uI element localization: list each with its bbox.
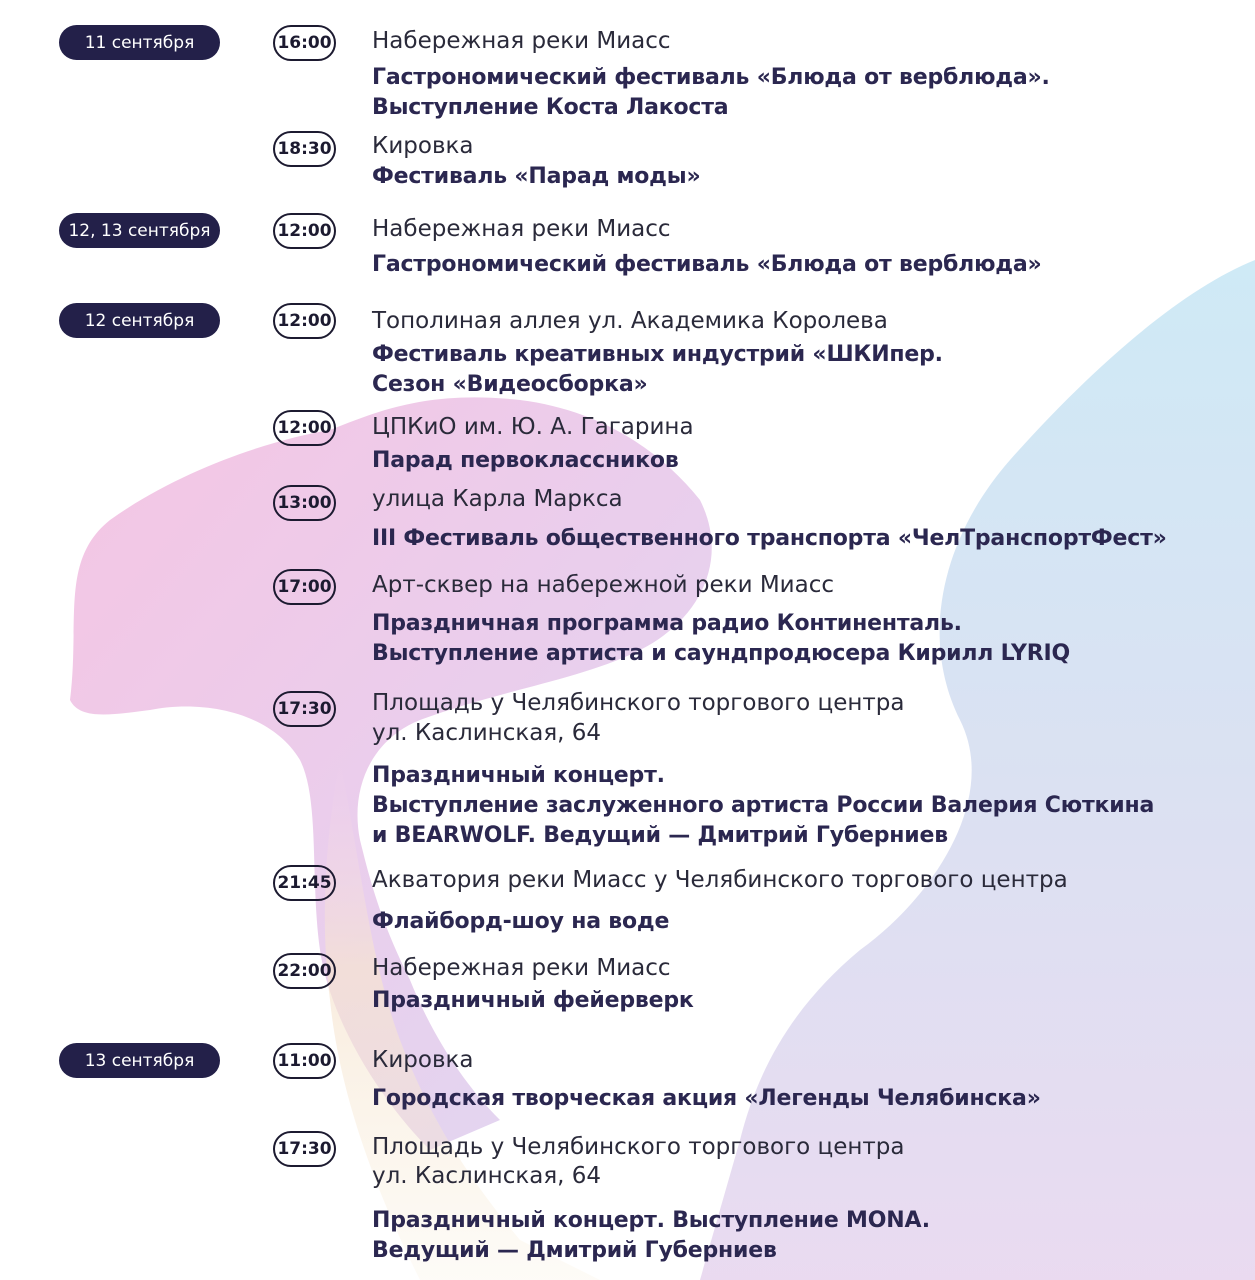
event-title: и BEARWOLF. Ведущий — Дмитрий Губерниев — [372, 823, 948, 848]
event-time: 17:00 — [273, 569, 336, 605]
event-place: ул. Каслинская, 64 — [372, 1163, 602, 1189]
event-title: Праздничный фейерверк — [372, 988, 694, 1013]
event-place: Кировка — [372, 133, 474, 159]
event-title: Фестиваль «Парад моды» — [372, 164, 701, 189]
event-title: Сезон «Видеосборка» — [372, 372, 648, 397]
event-time: 17:30 — [273, 1131, 336, 1167]
event-time: 11:00 — [273, 1043, 336, 1079]
event-title: Выступление заслуженного артиста России Валерия Сюткина — [372, 793, 1155, 818]
event-time: 12:00 — [273, 410, 336, 446]
event-title: Выступление Коста Лакоста — [372, 95, 729, 120]
event-place: Арт-сквер на набережной реки Миасс — [372, 572, 835, 598]
event-place: Набережная реки Миасс — [372, 216, 671, 242]
event-title: Фестиваль креативных индустрий «ШКИпер. — [372, 342, 943, 367]
event-time: 12:00 — [273, 303, 336, 339]
event-place: улица Карла Маркса — [372, 486, 623, 512]
event-title: Ведущий — Дмитрий Губерниев — [372, 1238, 777, 1263]
event-place: Площадь у Челябинского торгового центра — [372, 1134, 905, 1160]
event-place: ул. Каслинская, 64 — [372, 720, 602, 746]
event-title: Праздничный концерт. — [372, 763, 665, 788]
date-badge-12-sep: 12 сентября — [59, 303, 220, 338]
event-title: Гастрономический фестиваль «Блюда от верблюда». — [372, 65, 1050, 90]
event-title: Гастрономический фестиваль «Блюда от верблюда» — [372, 252, 1042, 277]
event-place: Площадь у Челябинского торгового центра — [372, 690, 905, 716]
event-place: Акватория реки Миасс у Челябинского торгового центра — [372, 867, 1068, 893]
event-place: Набережная реки Миасс — [372, 955, 671, 981]
event-title: Парад первоклассников — [372, 448, 679, 473]
event-title: Городская творческая акция «Легенды Челябинска» — [372, 1086, 1041, 1111]
date-badge-12-13-sep: 12, 13 сентября — [59, 213, 220, 248]
event-time: 17:30 — [273, 691, 336, 727]
event-time: 16:00 — [273, 25, 336, 61]
date-badge-13-sep: 13 сентября — [59, 1043, 220, 1078]
event-time: 18:30 — [273, 131, 336, 167]
event-time: 22:00 — [273, 953, 336, 989]
event-title: Праздничная программа радио Континенталь. — [372, 611, 962, 636]
event-title: Флайборд-шоу на воде — [372, 909, 670, 934]
event-place: Набережная реки Миасс — [372, 28, 671, 54]
event-title: III Фестиваль общественного транспорта «ЧелТранспортФест» — [372, 526, 1167, 551]
event-title: Праздничный концерт. Выступление MONA. — [372, 1208, 930, 1233]
event-time: 12:00 — [273, 213, 336, 249]
event-title: Выступление артиста и саундпродюсера Кирилл LYRIQ — [372, 641, 1070, 666]
event-time: 13:00 — [273, 485, 336, 521]
event-place: ЦПКиО им. Ю. А. Гагарина — [372, 414, 694, 440]
event-place: Кировка — [372, 1047, 474, 1073]
event-place: Тополиная аллея ул. Академика Королева — [372, 308, 888, 334]
date-badge-11-sep: 11 сентября — [59, 25, 220, 60]
event-time: 21:45 — [273, 865, 336, 901]
